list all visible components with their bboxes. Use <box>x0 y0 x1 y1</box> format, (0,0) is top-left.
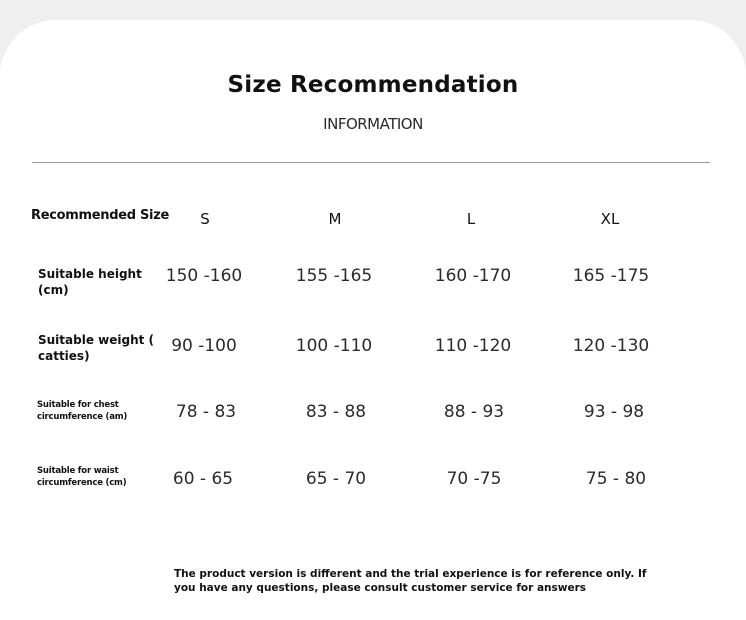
page-title: Size Recommendation <box>227 72 519 98</box>
height-value-s: 150 -160 <box>165 266 243 286</box>
waist-label: Suitable for waist circumference (cm) <box>37 466 127 488</box>
size-chart-card <box>0 20 746 620</box>
page-subtitle: INFORMATION <box>323 115 423 133</box>
height-value-xl: 165 -175 <box>572 266 650 286</box>
disclaimer-note: The product version is different and the trial experience is for reference only. If you have any questions, please consult customer service for answers <box>174 568 647 594</box>
weight-value-l: 110 -120 <box>434 336 512 356</box>
weight-value-m: 100 -110 <box>295 336 373 356</box>
weight-value-s: 90 -100 <box>171 336 237 356</box>
size-header-l: L <box>466 210 476 228</box>
waist-value-l: 70 -75 <box>446 469 502 489</box>
height-value-m: 155 -165 <box>295 266 373 286</box>
chest-value-s: 78 - 83 <box>175 402 237 422</box>
waist-value-m: 65 - 70 <box>305 469 367 489</box>
size-header-xl: XL <box>600 210 620 228</box>
size-header-s: S <box>200 210 210 228</box>
height-value-l: 160 -170 <box>434 266 512 286</box>
chest-value-xl: 93 - 98 <box>583 402 645 422</box>
recommended-size-label: Recommended Size <box>31 208 169 223</box>
chest-label: Suitable for chest circumference (am) <box>37 400 128 422</box>
weight-label: Suitable weight ( catties) <box>38 333 155 363</box>
weight-value-xl: 120 -130 <box>572 336 650 356</box>
divider <box>32 162 710 163</box>
waist-value-s: 60 - 65 <box>172 469 234 489</box>
size-header-m: M <box>328 210 342 228</box>
waist-value-xl: 75 - 80 <box>585 469 647 489</box>
chest-value-m: 83 - 88 <box>305 402 367 422</box>
chest-value-l: 88 - 93 <box>443 402 505 422</box>
height-label: Suitable height (cm) <box>38 267 142 297</box>
